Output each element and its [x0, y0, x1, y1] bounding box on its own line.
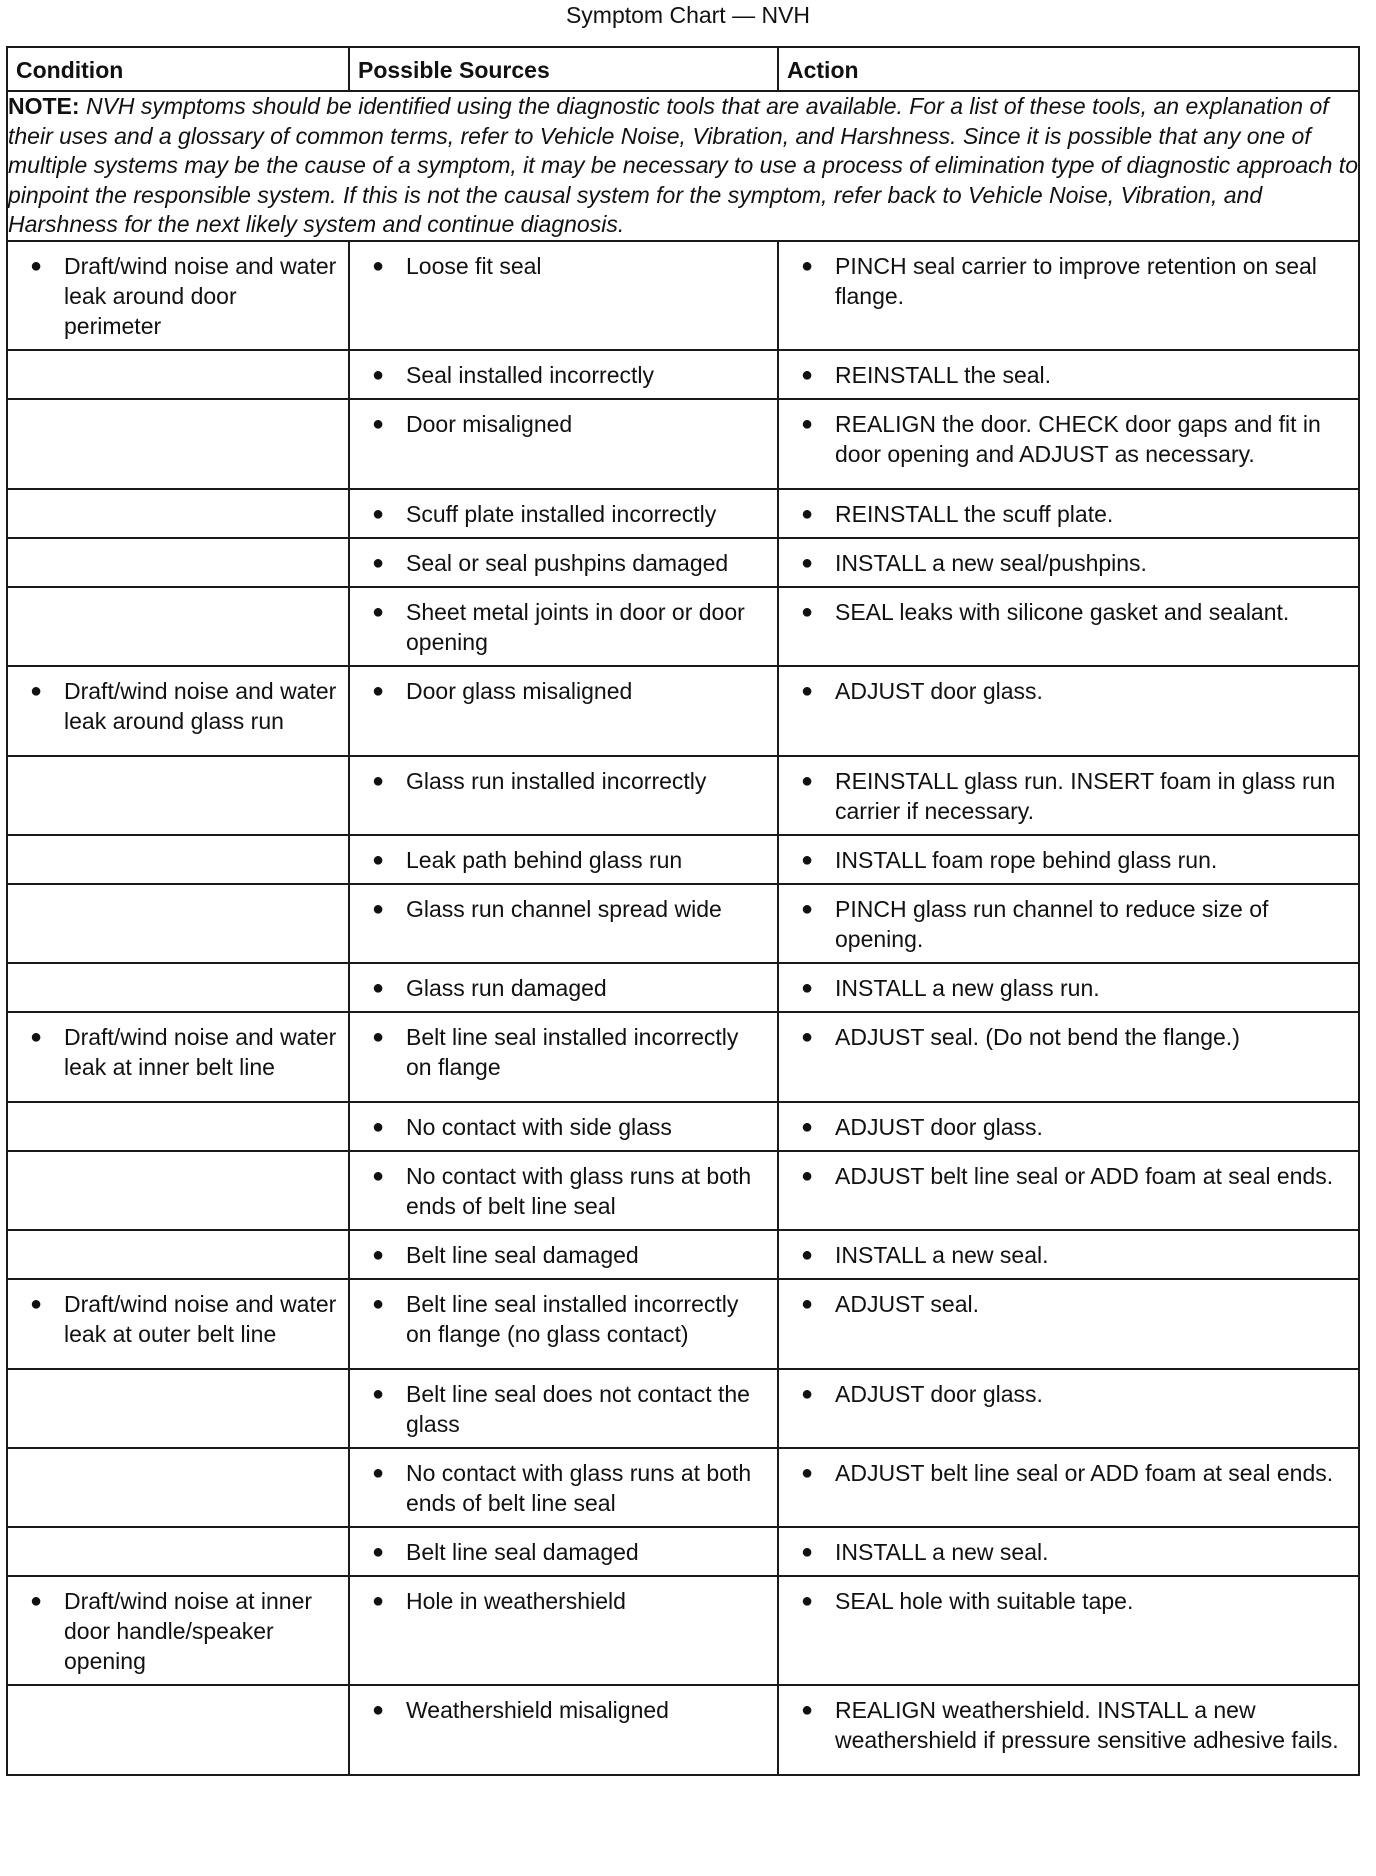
action-cell: [778, 1012, 1359, 1102]
condition-cell: [7, 489, 349, 538]
source-entry: [350, 1449, 777, 1526]
source-text: Hole in weathershield: [406, 1587, 626, 1614]
source-cell: [349, 1230, 778, 1279]
action-text: ADJUST door glass.: [835, 1113, 1043, 1140]
source-text: Belt line seal damaged: [406, 1538, 639, 1565]
bullet-icon: ●: [372, 1115, 385, 1138]
bullet-icon: ●: [372, 1698, 385, 1721]
bullet-icon: ●: [372, 1382, 385, 1405]
bullet-icon: ●: [372, 600, 385, 623]
note-text: NVH symptoms should be identified using the diagnostic tools that are available. For a list of these tools, an explanation of their uses and a glossary of common terms, refer to Vehicle Noise, Vibration, and Harshness. Since it is possible that any one of multiple systems may be the cause of a symptom, it may be necessary to use a process of elimination type of diagnostic approach to pinpoint the responsible system. If this is not the causal system for the symptom, refer back to Vehicle Noise, Vibration, and Harshness for the next likely system and continue diagnosis.: [8, 93, 1358, 237]
source-text: Seal or seal pushpins damaged: [406, 549, 729, 576]
bullet-icon: ●: [372, 1540, 385, 1563]
table-row: [7, 1576, 1359, 1685]
bullet-icon: ●: [801, 1461, 814, 1484]
table-row: [7, 489, 1359, 538]
table-row: [7, 963, 1359, 1012]
source-entry: [350, 1152, 777, 1229]
source-entry: [350, 539, 777, 586]
table-row: [7, 399, 1359, 489]
condition-cell: [7, 884, 349, 963]
bullet-icon: ●: [30, 1292, 43, 1315]
bullet-icon: ●: [801, 1698, 814, 1721]
table-row: [7, 1151, 1359, 1230]
note-row: [7, 91, 1359, 241]
action-entry: [779, 1231, 1358, 1278]
source-text: Door misaligned: [406, 410, 573, 437]
bullet-icon: ●: [372, 363, 385, 386]
bullet-icon: ●: [372, 976, 385, 999]
table-row: [7, 241, 1359, 350]
action-entry: [779, 242, 1358, 319]
condition-cell: [7, 1102, 349, 1151]
action-cell: [778, 587, 1359, 666]
source-entry: [350, 588, 777, 665]
condition-cell: [7, 587, 349, 666]
table-row: [7, 756, 1359, 835]
bullet-icon: ●: [801, 502, 814, 525]
bullet-icon: ●: [801, 897, 814, 920]
table-row: [7, 884, 1359, 963]
action-cell: [778, 1576, 1359, 1685]
source-entry: [350, 490, 777, 537]
action-entry: [779, 1528, 1358, 1575]
source-text: Belt line seal damaged: [406, 1241, 639, 1268]
table-row: [7, 835, 1359, 884]
bullet-icon: ●: [372, 1292, 385, 1315]
condition-cell: [7, 835, 349, 884]
bullet-icon: ●: [801, 363, 814, 386]
source-cell: [349, 884, 778, 963]
source-entry: [350, 757, 777, 804]
source-text: Loose fit seal: [406, 252, 542, 279]
bullet-icon: ●: [372, 412, 385, 435]
bullet-icon: ●: [372, 848, 385, 871]
action-entry: [779, 400, 1358, 477]
condition-text: Draft/wind noise and water leak at outer belt line: [64, 1290, 337, 1347]
action-text: ADJUST belt line seal or ADD foam at seal ends.: [835, 1162, 1334, 1189]
source-entry: [350, 964, 777, 1011]
source-cell: [349, 1102, 778, 1151]
source-cell: [349, 1012, 778, 1102]
table-row: [7, 1448, 1359, 1527]
source-text: No contact with glass runs at both ends of belt line seal: [406, 1162, 752, 1219]
action-entry: [779, 1449, 1358, 1496]
condition-entry: [8, 667, 348, 744]
bullet-icon: ●: [801, 1292, 814, 1315]
action-text: ADJUST seal.: [835, 1290, 980, 1317]
source-cell: [349, 1527, 778, 1576]
source-cell: [349, 587, 778, 666]
action-entry: [779, 836, 1358, 883]
bullet-icon: ●: [801, 1164, 814, 1187]
bullet-icon: ●: [30, 1025, 43, 1048]
source-cell: [349, 1685, 778, 1775]
bullet-icon: ●: [372, 1025, 385, 1048]
source-entry: [350, 667, 777, 714]
action-entry: [779, 1577, 1358, 1624]
bullet-icon: ●: [30, 254, 43, 277]
source-cell: [349, 538, 778, 587]
action-cell: [778, 1151, 1359, 1230]
action-text: REINSTALL glass run. INSERT foam in glass run carrier if necessary.: [835, 767, 1336, 824]
table-row: [7, 1279, 1359, 1369]
action-cell: [778, 963, 1359, 1012]
action-text: INSTALL foam rope behind glass run.: [835, 846, 1218, 873]
table-row: [7, 538, 1359, 587]
action-entry: [779, 1103, 1358, 1150]
bullet-icon: ●: [372, 1461, 385, 1484]
condition-text: Draft/wind noise and water leak around door perimeter: [64, 252, 337, 339]
action-cell: [778, 350, 1359, 399]
condition-cell: [7, 1576, 349, 1685]
action-cell: [778, 666, 1359, 756]
source-cell: [349, 1369, 778, 1448]
bullet-icon: ●: [372, 679, 385, 702]
bullet-icon: ●: [801, 769, 814, 792]
action-text: INSTALL a new seal/pushpins.: [835, 549, 1147, 576]
bullet-icon: ●: [801, 254, 814, 277]
action-cell: [778, 399, 1359, 489]
source-cell: [349, 399, 778, 489]
table-row: [7, 1685, 1359, 1775]
action-entry: [779, 1370, 1358, 1417]
table-row: [7, 1230, 1359, 1279]
bullet-icon: ●: [372, 1164, 385, 1187]
source-entry: [350, 351, 777, 398]
action-cell: [778, 1230, 1359, 1279]
action-entry: [779, 885, 1358, 962]
source-cell: [349, 963, 778, 1012]
action-text: REALIGN weathershield. INSTALL a new weathershield if pressure sensitive adhesive fails.: [835, 1696, 1339, 1753]
action-entry: [779, 1013, 1358, 1060]
possible-sources-header: Possible Sources: [349, 47, 778, 91]
action-entry: [779, 588, 1358, 635]
action-cell: [778, 1279, 1359, 1369]
condition-cell: [7, 1151, 349, 1230]
bullet-icon: ●: [801, 551, 814, 574]
action-cell: [778, 835, 1359, 884]
condition-cell: [7, 538, 349, 587]
table-row: [7, 1012, 1359, 1102]
action-entry: [779, 539, 1358, 586]
table-row: [7, 1102, 1359, 1151]
source-entry: [350, 1528, 777, 1575]
action-entry: [779, 1152, 1358, 1199]
condition-cell: [7, 241, 349, 350]
source-text: Leak path behind glass run: [406, 846, 683, 873]
source-text: Belt line seal installed incorrectly on flange: [406, 1023, 739, 1080]
condition-entry: [8, 242, 348, 349]
action-text: INSTALL a new seal.: [835, 1241, 1049, 1268]
action-cell: [778, 1527, 1359, 1576]
bullet-icon: ●: [801, 976, 814, 999]
bullet-icon: ●: [372, 551, 385, 574]
source-text: Scuff plate installed incorrectly: [406, 500, 717, 527]
bullet-icon: ●: [801, 412, 814, 435]
source-cell: [349, 1576, 778, 1685]
action-text: PINCH glass run channel to reduce size of opening.: [835, 895, 1269, 952]
source-cell: [349, 1151, 778, 1230]
table-row: [7, 666, 1359, 756]
symptom-chart-table: [6, 46, 1360, 1776]
action-cell: [778, 756, 1359, 835]
action-text: ADJUST belt line seal or ADD foam at seal ends.: [835, 1459, 1334, 1486]
condition-cell: [7, 1448, 349, 1527]
source-cell: [349, 489, 778, 538]
action-text: REALIGN the door. CHECK door gaps and fit in door opening and ADJUST as necessary.: [835, 410, 1321, 467]
source-entry: [350, 1577, 777, 1624]
bullet-icon: ●: [30, 1589, 43, 1612]
action-entry: [779, 757, 1358, 834]
bullet-icon: ●: [801, 679, 814, 702]
source-text: Sheet metal joints in door or door opening: [406, 598, 745, 655]
condition-cell: [7, 666, 349, 756]
bullet-icon: ●: [30, 679, 43, 702]
source-entry: [350, 1013, 777, 1090]
source-text: Glass run channel spread wide: [406, 895, 722, 922]
action-text: SEAL hole with suitable tape.: [835, 1587, 1134, 1614]
action-text: INSTALL a new glass run.: [835, 974, 1100, 1001]
action-cell: [778, 884, 1359, 963]
source-entry: [350, 836, 777, 883]
source-text: Glass run damaged: [406, 974, 607, 1001]
source-cell: [349, 756, 778, 835]
source-entry: [350, 885, 777, 932]
bullet-icon: ●: [801, 1243, 814, 1266]
condition-cell: [7, 399, 349, 489]
source-text: Weathershield misaligned: [406, 1696, 669, 1723]
action-text: REINSTALL the seal.: [835, 361, 1052, 388]
condition-cell: [7, 1685, 349, 1775]
table-row: [7, 1527, 1359, 1576]
bullet-icon: ●: [801, 848, 814, 871]
source-text: Seal installed incorrectly: [406, 361, 655, 388]
bullet-icon: ●: [372, 1243, 385, 1266]
bullet-icon: ●: [801, 1540, 814, 1563]
action-text: REINSTALL the scuff plate.: [835, 500, 1114, 527]
action-header: Action: [778, 47, 1359, 91]
source-text: No contact with glass runs at both ends of belt line seal: [406, 1459, 752, 1516]
source-entry: [350, 242, 777, 289]
bullet-icon: ●: [372, 1589, 385, 1612]
source-text: No contact with side glass: [406, 1113, 672, 1140]
bullet-icon: ●: [801, 1025, 814, 1048]
condition-text: Draft/wind noise and water leak around glass run: [64, 677, 337, 734]
action-text: ADJUST door glass.: [835, 1380, 1043, 1407]
source-cell: [349, 350, 778, 399]
source-text: Glass run installed incorrectly: [406, 767, 707, 794]
action-text: PINCH seal carrier to improve retention on seal flange.: [835, 252, 1317, 309]
condition-cell: [7, 1527, 349, 1576]
action-cell: [778, 538, 1359, 587]
action-entry: [779, 1280, 1358, 1327]
condition-cell: [7, 1012, 349, 1102]
note-label: NOTE:: [8, 93, 80, 119]
source-cell: [349, 1279, 778, 1369]
action-entry: [779, 667, 1358, 714]
source-entry: [350, 1231, 777, 1278]
source-cell: [349, 241, 778, 350]
condition-entry: [8, 1577, 348, 1684]
page-title: Symptom Chart — NVH: [565, 2, 811, 28]
action-cell: [778, 1369, 1359, 1448]
source-cell: [349, 1448, 778, 1527]
source-entry: [350, 1103, 777, 1150]
note-cell: [7, 91, 1359, 241]
action-cell: [778, 241, 1359, 350]
bullet-icon: ●: [372, 769, 385, 792]
action-text: ADJUST seal. (Do not bend the flange.): [835, 1023, 1240, 1050]
action-entry: [779, 964, 1358, 1011]
bullet-icon: ●: [801, 1382, 814, 1405]
action-entry: [779, 1686, 1358, 1763]
action-entry: [779, 490, 1358, 537]
bullet-icon: ●: [801, 600, 814, 623]
condition-cell: [7, 1279, 349, 1369]
condition-text: Draft/wind noise and water leak at inner belt line: [64, 1023, 337, 1080]
source-cell: [349, 666, 778, 756]
condition-entry: [8, 1280, 348, 1357]
source-text: Door glass misaligned: [406, 677, 633, 704]
condition-cell: [7, 1230, 349, 1279]
condition-cell: [7, 963, 349, 1012]
condition-cell: [7, 1369, 349, 1448]
source-entry: [350, 1280, 777, 1357]
source-cell: [349, 835, 778, 884]
header-row: [7, 47, 1359, 91]
source-entry: [350, 1686, 777, 1733]
action-cell: [778, 1448, 1359, 1527]
source-text: Belt line seal installed incorrectly on flange (no glass contact): [406, 1290, 739, 1347]
source-entry: [350, 1370, 777, 1447]
condition-cell: [7, 756, 349, 835]
table-row: [7, 587, 1359, 666]
action-cell: [778, 1102, 1359, 1151]
action-cell: [778, 1685, 1359, 1775]
condition-entry: [8, 1013, 348, 1090]
action-text: INSTALL a new seal.: [835, 1538, 1049, 1565]
table-row: [7, 350, 1359, 399]
condition-text: Draft/wind noise at inner door handle/speaker opening: [64, 1587, 313, 1674]
action-text: ADJUST door glass.: [835, 677, 1043, 704]
action-cell: [778, 489, 1359, 538]
action-entry: [779, 351, 1358, 398]
table-row: [7, 1369, 1359, 1448]
source-entry: [350, 400, 777, 447]
bullet-icon: ●: [801, 1115, 814, 1138]
bullet-icon: ●: [372, 502, 385, 525]
bullet-icon: ●: [372, 897, 385, 920]
bullet-icon: ●: [372, 254, 385, 277]
source-text: Belt line seal does not contact the glass: [406, 1380, 750, 1437]
bullet-icon: ●: [801, 1589, 814, 1612]
condition-header: Condition: [7, 47, 349, 91]
condition-cell: [7, 350, 349, 399]
action-text: SEAL leaks with silicone gasket and sealant.: [835, 598, 1290, 625]
